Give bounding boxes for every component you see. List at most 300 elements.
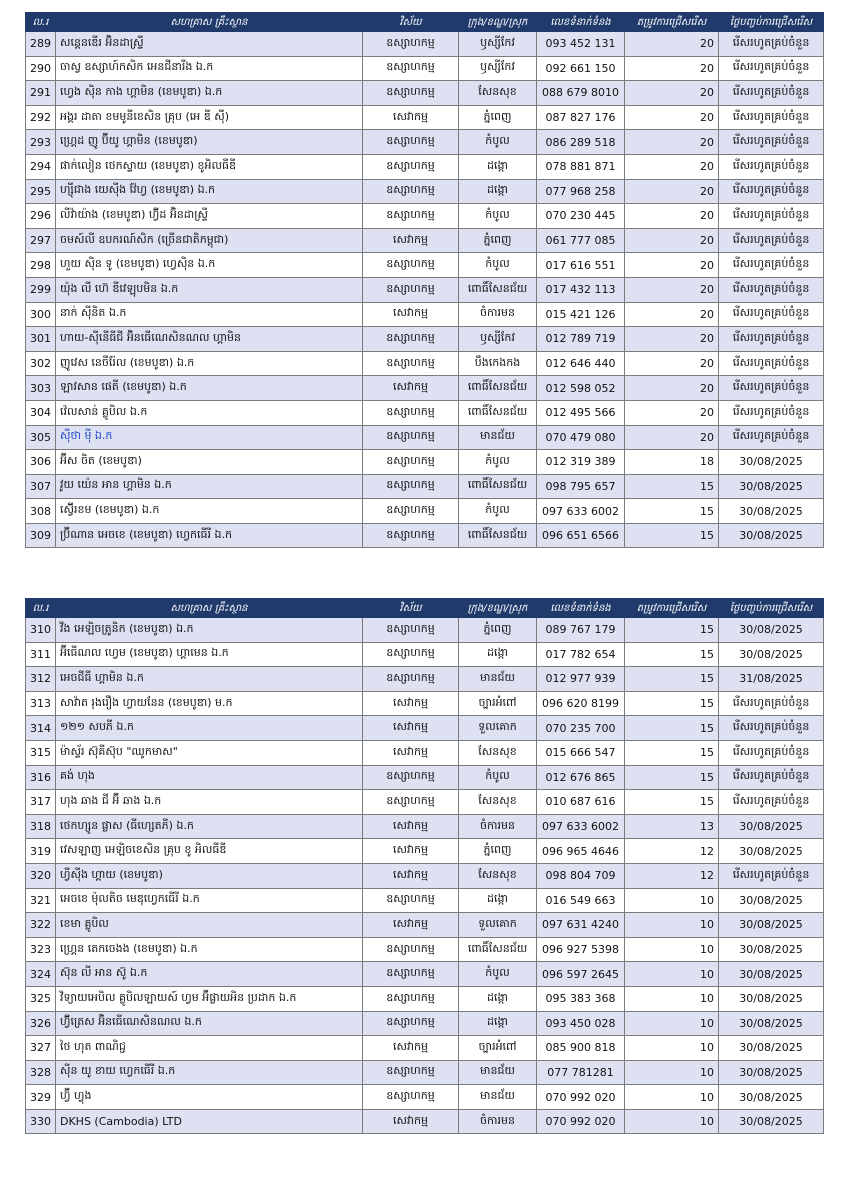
deadline-cell: រើសរហូតគ្រប់ចំនួន — [719, 790, 824, 815]
phone-cell: 012 977 939 — [537, 667, 625, 692]
deadline-cell: រើសរហូតគ្រប់ចំនួន — [719, 425, 824, 450]
phone-cell: 097 633 6002 — [537, 814, 625, 839]
table-row — [26, 691, 824, 716]
header-sector: វិស័យ — [363, 599, 459, 618]
location-cell: មានជ័យ — [459, 425, 537, 450]
table-row — [26, 450, 824, 475]
row-number: 303 — [26, 376, 56, 401]
table-row — [26, 253, 824, 278]
positions-cell: 20 — [625, 56, 719, 81]
table-row — [26, 351, 824, 376]
row-number: 292 — [26, 105, 56, 130]
header-positions: តម្រូវការជ្រើសរើស — [625, 13, 719, 32]
header-company: សហគ្រាស គ្រឹះស្ថាន — [56, 13, 363, 32]
sector-cell: សេវាកម្ម — [363, 376, 459, 401]
company-name: ឡាវសាន ផេតី (ខេមបូឌា) ឯ.ក — [56, 376, 363, 401]
sector-cell: ឧស្សាហកម្ម — [363, 56, 459, 81]
table-row — [26, 32, 824, 57]
deadline-cell: រើសរហូតគ្រប់ចំនួន — [719, 179, 824, 204]
deadline-cell: រើសរហូតគ្រប់ចំនួន — [719, 376, 824, 401]
location-cell: ដង្កោ — [459, 642, 537, 667]
job-table-1 — [25, 12, 824, 548]
deadline-cell: 30/08/2025 — [719, 937, 824, 962]
positions-cell: 20 — [625, 32, 719, 57]
phone-cell: 096 965 4646 — [537, 839, 625, 864]
company-name: ផាក់លៀន ថេកស្ទាយ (ខេមបូឌា) ខូអិលធីឌី — [56, 154, 363, 179]
row-number: 315 — [26, 740, 56, 765]
company-name: ម៉ាស្ទ័រ ស៊ុគីស៊ុប "ឈូកមាស" — [56, 740, 363, 765]
deadline-cell: 30/08/2025 — [719, 474, 824, 499]
row-number: 304 — [26, 400, 56, 425]
deadline-cell: 31/08/2025 — [719, 667, 824, 692]
sector-cell: ឧស្សាហកម្ម — [363, 474, 459, 499]
sector-cell: ឧស្សាហកម្ម — [363, 154, 459, 179]
phone-cell: 012 646 440 — [537, 351, 625, 376]
location-cell: ដង្កោ — [459, 179, 537, 204]
phone-cell: 070 235 700 — [537, 716, 625, 741]
company-name: ញូវេស នេចឺរ៉ែល (ខេមបូឌា) ឯ.ក — [56, 351, 363, 376]
table-row — [26, 327, 824, 352]
deadline-cell: រើសរហូតគ្រប់ចំនួន — [719, 740, 824, 765]
location-cell: ឫស្សីកែវ — [459, 327, 537, 352]
deadline-cell: 30/08/2025 — [719, 986, 824, 1011]
row-number: 294 — [26, 154, 56, 179]
sector-cell: ឧស្សាហកម្ម — [363, 253, 459, 278]
positions-cell: 20 — [625, 253, 719, 278]
phone-cell: 092 661 150 — [537, 56, 625, 81]
deadline-cell: 30/08/2025 — [719, 642, 824, 667]
sector-cell: ឧស្សាហកម្ម — [363, 400, 459, 425]
phone-cell: 078 881 871 — [537, 154, 625, 179]
location-cell: កំបូល — [459, 450, 537, 475]
sector-cell: ឧស្សាហកម្ម — [363, 32, 459, 57]
row-number: 296 — [26, 204, 56, 229]
row-number: 329 — [26, 1085, 56, 1110]
positions-cell: 20 — [625, 351, 719, 376]
company-name: វូយ យ៉េន អាន ហ្គាមិន ឯ.ក — [56, 474, 363, 499]
row-number: 312 — [26, 667, 56, 692]
positions-cell: 20 — [625, 130, 719, 155]
company-name: ស៊ីន យូ ខាយ ហ្វេកធើរី ឯ.ក — [56, 1060, 363, 1085]
positions-cell: 20 — [625, 327, 719, 352]
deadline-cell: 30/08/2025 — [719, 839, 824, 864]
header-no: ល.រ — [26, 599, 56, 618]
phone-cell: 015 421 126 — [537, 302, 625, 327]
location-cell: ដង្កោ — [459, 888, 537, 913]
table-row — [26, 1109, 824, 1134]
table-row — [26, 642, 824, 667]
row-number: 289 — [26, 32, 56, 57]
phone-cell: 096 597 2645 — [537, 962, 625, 987]
table-row — [26, 765, 824, 790]
company-name: ហួយ ស៊ិន ទូ (ខេមបូឌា) ហ្វេស៊ិន ឯ.ក — [56, 253, 363, 278]
location-cell: កំបូល — [459, 204, 537, 229]
header-company: សហគ្រាស គ្រឹះស្ថាន — [56, 599, 363, 618]
sector-cell: សេវាកម្ម — [363, 716, 459, 741]
company-name: យ៉ុង លី ហ៊េ ឌីវេឡុបមិន ឯ.ក — [56, 277, 363, 302]
header-location: ក្រុង/ខណ្ឌ/ស្រុក — [459, 599, 537, 618]
company-name: នាក់ ស៊ីនិត ឯ.ក — [56, 302, 363, 327]
deadline-cell: 30/08/2025 — [719, 618, 824, 643]
sector-cell: សេវាកម្ម — [363, 839, 459, 864]
phone-cell: 096 927 5398 — [537, 937, 625, 962]
deadline-cell: 30/08/2025 — [719, 450, 824, 475]
row-number: 290 — [26, 56, 56, 81]
table-header-row — [26, 599, 824, 618]
table-row — [26, 814, 824, 839]
row-number: 323 — [26, 937, 56, 962]
sector-cell: ឧស្សាហកម្ម — [363, 986, 459, 1011]
table-row — [26, 130, 824, 155]
location-cell: ពោធិ៍សែនជ័យ — [459, 937, 537, 962]
table-row — [26, 474, 824, 499]
row-number: 301 — [26, 327, 56, 352]
row-number: 318 — [26, 814, 56, 839]
sector-cell: សេវាកម្ម — [363, 302, 459, 327]
deadline-cell: រើសរហូតគ្រប់ចំនួន — [719, 105, 824, 130]
company-name: ១២១ សបភី ឯ.ក — [56, 716, 363, 741]
phone-cell: 070 230 445 — [537, 204, 625, 229]
location-cell: ដង្កោ — [459, 154, 537, 179]
phone-cell: 093 452 131 — [537, 32, 625, 57]
sector-cell: សេវាកម្ម — [363, 105, 459, 130]
positions-cell: 15 — [625, 691, 719, 716]
phone-cell: 077 781281 — [537, 1060, 625, 1085]
table-row — [26, 790, 824, 815]
location-cell: មានជ័យ — [459, 667, 537, 692]
row-number: 311 — [26, 642, 56, 667]
table-row — [26, 839, 824, 864]
row-number: 317 — [26, 790, 56, 815]
sector-cell: ឧស្សាហកម្ម — [363, 1060, 459, 1085]
company-name: ថៃ ហុត ពាណិជ្ជ — [56, 1036, 363, 1061]
company-name: ចមស៍លី ឧបករណ៍សិក (ច្រើនជាតិកម្ពុជា) — [56, 228, 363, 253]
phone-cell: 097 633 6002 — [537, 499, 625, 524]
location-cell: ពោធិ៍សែនជ័យ — [459, 474, 537, 499]
row-number: 295 — [26, 179, 56, 204]
location-cell: កំបូល — [459, 499, 537, 524]
sector-cell: ឧស្សាហកម្ម — [363, 523, 459, 548]
positions-cell: 10 — [625, 1085, 719, 1110]
table-row — [26, 204, 824, 229]
table-row — [26, 81, 824, 106]
row-number: 322 — [26, 913, 56, 938]
sector-cell: ឧស្សាហកម្ម — [363, 765, 459, 790]
table-row — [26, 154, 824, 179]
company-name: អេចជីធី ហ្គាមិន ឯ.ក — [56, 667, 363, 692]
location-cell: ភ្នំពេញ — [459, 839, 537, 864]
positions-cell: 20 — [625, 400, 719, 425]
row-number: 319 — [26, 839, 56, 864]
positions-cell: 20 — [625, 154, 719, 179]
row-number: 291 — [26, 81, 56, 106]
phone-cell: 089 767 179 — [537, 618, 625, 643]
positions-cell: 13 — [625, 814, 719, 839]
positions-cell: 10 — [625, 1036, 719, 1061]
company-name: ហ្វីស៊ីង ហ្គាយ (ខេមបូឌា) — [56, 863, 363, 888]
deadline-cell: 30/08/2025 — [719, 962, 824, 987]
table-row — [26, 400, 824, 425]
positions-cell: 15 — [625, 667, 719, 692]
table-row — [26, 105, 824, 130]
company-name: សាវ៉ាត រុងរឿង ហ្វាយនែន (ខេមបូឌា) ម.ក — [56, 691, 363, 716]
table-row — [26, 523, 824, 548]
positions-cell: 20 — [625, 277, 719, 302]
location-cell: ភ្នំពេញ — [459, 228, 537, 253]
company-name: ខេមា គ្លូបិល — [56, 913, 363, 938]
positions-cell: 15 — [625, 790, 719, 815]
company-name: ប្រ៊ីណាន អេចខេ (ខេមបូឌា) ហ្វេកធើរី ឯ.ក — [56, 523, 363, 548]
sector-cell: ឧស្សាហកម្ម — [363, 790, 459, 815]
company-name: អ៊ីស ចិត (ខេមបូឌា) — [56, 450, 363, 475]
phone-cell: 096 620 8199 — [537, 691, 625, 716]
phone-cell: 061 777 085 — [537, 228, 625, 253]
positions-cell: 10 — [625, 1011, 719, 1036]
company-name: ហាយ-ស៊ីនើធីជី អ៊ិនធើណេសិនណល ហ្គាមិន — [56, 327, 363, 352]
positions-cell: 20 — [625, 105, 719, 130]
location-cell: ដង្កោ — [459, 986, 537, 1011]
table-row — [26, 962, 824, 987]
sector-cell: ឧស្សាហកម្ម — [363, 499, 459, 524]
positions-cell: 10 — [625, 962, 719, 987]
table-row — [26, 667, 824, 692]
phone-cell: 015 666 547 — [537, 740, 625, 765]
table-row — [26, 888, 824, 913]
phone-cell: 017 616 551 — [537, 253, 625, 278]
row-number: 308 — [26, 499, 56, 524]
positions-cell: 20 — [625, 302, 719, 327]
sector-cell: សេវាកម្ម — [363, 1109, 459, 1134]
sector-cell: ឧស្សាហកម្ម — [363, 277, 459, 302]
phone-cell: 017 432 113 — [537, 277, 625, 302]
deadline-cell: 30/08/2025 — [719, 1036, 824, 1061]
company-name: អេចខេ ម៉ុលតិច មេឌុហ្វេកធើរី ឯ.ក — [56, 888, 363, 913]
phone-cell: 012 495 566 — [537, 400, 625, 425]
table-header-row — [26, 13, 824, 32]
deadline-cell: 30/08/2025 — [719, 523, 824, 548]
phone-cell: 096 651 6566 — [537, 523, 625, 548]
positions-cell: 15 — [625, 618, 719, 643]
deadline-cell: រើសរហូតគ្រប់ចំនួន — [719, 765, 824, 790]
header-phone: លេខទំនាក់ទំនង — [537, 13, 625, 32]
table-row — [26, 56, 824, 81]
company-name: DKHS (Cambodia) LTD — [56, 1109, 363, 1134]
phone-cell: 086 289 518 — [537, 130, 625, 155]
location-cell: ដង្កោ — [459, 1011, 537, 1036]
phone-cell: 098 795 657 — [537, 474, 625, 499]
location-cell: ចំការមន — [459, 302, 537, 327]
location-cell: សែនសុខ — [459, 740, 537, 765]
phone-cell: 088 679 8010 — [537, 81, 625, 106]
location-cell: កំបូល — [459, 765, 537, 790]
deadline-cell: រើសរហូតគ្រប់ចំនួន — [719, 302, 824, 327]
sector-cell: ឧស្សាហកម្ម — [363, 130, 459, 155]
row-number: 307 — [26, 474, 56, 499]
table-row — [26, 1036, 824, 1061]
deadline-cell: រើសរហូតគ្រប់ចំនួន — [719, 327, 824, 352]
deadline-cell: 30/08/2025 — [719, 814, 824, 839]
positions-cell: 15 — [625, 765, 719, 790]
deadline-cell: រើសរហូតគ្រប់ចំនួន — [719, 154, 824, 179]
deadline-cell: រើសរហូតគ្រប់ចំនួន — [719, 277, 824, 302]
header-location: ក្រុង/ខណ្ឌ/ស្រុក — [459, 13, 537, 32]
deadline-cell: 30/08/2025 — [719, 1109, 824, 1134]
sector-cell: ឧស្សាហកម្ម — [363, 179, 459, 204]
company-name: វិទ្យាយអេបិល គ្លូបិលឡាយស៍ ហ្វម អ៊ីផ្លាយអិន ប្រដាក ឯ.ក — [56, 986, 363, 1011]
deadline-cell: 30/08/2025 — [719, 1085, 824, 1110]
company-name: ហ៊្វីត្រេស អ៊ិនធើណេសិនណល ឯ.ក — [56, 1011, 363, 1036]
company-name: ស៊ុន លី អាន ស៊ូ ឯ.ក — [56, 962, 363, 987]
sector-cell: ឧស្សាហកម្ម — [363, 888, 459, 913]
sector-cell: សេវាកម្ម — [363, 814, 459, 839]
row-number: 299 — [26, 277, 56, 302]
phone-cell: 012 789 719 — [537, 327, 625, 352]
positions-cell: 20 — [625, 228, 719, 253]
phone-cell: 093 450 028 — [537, 1011, 625, 1036]
job-table-2-body — [26, 618, 824, 1134]
positions-cell: 20 — [625, 204, 719, 229]
table-row — [26, 499, 824, 524]
company-name[interactable]: ស៊ីថា ម៉ី ឯ.ក — [56, 425, 363, 450]
location-cell: ទួលគោក — [459, 913, 537, 938]
row-number: 310 — [26, 618, 56, 643]
deadline-cell: 30/08/2025 — [719, 1060, 824, 1085]
table-row — [26, 618, 824, 643]
location-cell: ទួលគោក — [459, 716, 537, 741]
company-name: គង់ ហុង — [56, 765, 363, 790]
deadline-cell: 30/08/2025 — [719, 499, 824, 524]
sector-cell: ឧស្សាហកម្ម — [363, 618, 459, 643]
phone-cell: 087 827 176 — [537, 105, 625, 130]
positions-cell: 15 — [625, 716, 719, 741]
sector-cell: សេវាកម្ម — [363, 913, 459, 938]
deadline-cell: 30/08/2025 — [719, 1011, 824, 1036]
sector-cell: សេវាកម្ម — [363, 1036, 459, 1061]
positions-cell: 15 — [625, 499, 719, 524]
location-cell: កំបូល — [459, 253, 537, 278]
company-name: ហ្គ្រេដ ញូ ប៊ីយូ ហ្គាមិន (ខេមបូឌា) — [56, 130, 363, 155]
company-name: សន្តេនឌើរ អ៊ិនដាស្ទ្រី — [56, 32, 363, 57]
table-row — [26, 277, 824, 302]
sector-cell: ឧស្សាហកម្ម — [363, 450, 459, 475]
row-number: 316 — [26, 765, 56, 790]
location-cell: ចំការមន — [459, 814, 537, 839]
table-row — [26, 986, 824, 1011]
header-deadline: ថ្ងៃបញ្ចប់ការជ្រើសរើស — [719, 599, 824, 618]
header-sector: វិស័យ — [363, 13, 459, 32]
sector-cell: សេវាកម្ម — [363, 228, 459, 253]
job-table-1-body — [26, 32, 824, 548]
sector-cell: ឧស្សាហកម្ម — [363, 642, 459, 667]
location-cell: សែនសុខ — [459, 863, 537, 888]
location-cell: មានជ័យ — [459, 1085, 537, 1110]
sector-cell: សេវាកម្ម — [363, 740, 459, 765]
row-number: 302 — [26, 351, 56, 376]
table-row — [26, 425, 824, 450]
location-cell: ពោធិ៍សែនជ័យ — [459, 277, 537, 302]
deadline-cell: រើសរហូតគ្រប់ចំនួន — [719, 81, 824, 106]
company-name: ហ្វេង ស៊ិន កាង ហ្គាមិន (ខេមបូឌា) ឯ.ក — [56, 81, 363, 106]
table-row — [26, 1011, 824, 1036]
positions-cell: 20 — [625, 81, 719, 106]
location-cell: ពោធិ៍សែនជ័យ — [459, 376, 537, 401]
deadline-cell: រើសរហូតគ្រប់ចំនួន — [719, 56, 824, 81]
positions-cell: 10 — [625, 937, 719, 962]
phone-cell: 095 383 368 — [537, 986, 625, 1011]
table-row — [26, 1060, 824, 1085]
phone-cell: 012 676 865 — [537, 765, 625, 790]
positions-cell: 20 — [625, 376, 719, 401]
row-number: 325 — [26, 986, 56, 1011]
sector-cell: សេវាកម្ម — [363, 691, 459, 716]
positions-cell: 10 — [625, 986, 719, 1011]
positions-cell: 12 — [625, 839, 719, 864]
row-number: 320 — [26, 863, 56, 888]
phone-cell: 070 992 020 — [537, 1109, 625, 1134]
positions-cell: 10 — [625, 888, 719, 913]
location-cell: ពោធិ៍សែនជ័យ — [459, 523, 537, 548]
location-cell: សែនសុខ — [459, 790, 537, 815]
row-number: 324 — [26, 962, 56, 987]
phone-cell: 070 992 020 — [537, 1085, 625, 1110]
table-row — [26, 937, 824, 962]
positions-cell: 20 — [625, 425, 719, 450]
positions-cell: 10 — [625, 913, 719, 938]
location-cell: មានជ័យ — [459, 1060, 537, 1085]
sector-cell: ឧស្សាហកម្ម — [363, 81, 459, 106]
location-cell: ឫស្សីកែវ — [459, 56, 537, 81]
company-name: ចាស្វ ឧស្សាហ៍កសិក អេនជីនារីង ឯ.ក — [56, 56, 363, 81]
phone-cell: 085 900 818 — [537, 1036, 625, 1061]
deadline-cell: រើសរហូតគ្រប់ចំនួន — [719, 130, 824, 155]
deadline-cell: រើសរហូតគ្រប់ចំនួន — [719, 400, 824, 425]
positions-cell: 15 — [625, 523, 719, 548]
sector-cell: ឧស្សាហកម្ម — [363, 204, 459, 229]
deadline-cell: រើសរហូតគ្រប់ចំនួន — [719, 351, 824, 376]
sector-cell: ឧស្សាហកម្ម — [363, 937, 459, 962]
row-number: 321 — [26, 888, 56, 913]
sector-cell: ឧស្សាហកម្ម — [363, 327, 459, 352]
company-name: អង្គរ ដាតា ខមមូនីខេសិន គ្រុប (អេ ឌី ស៊ី) — [56, 105, 363, 130]
location-cell: ភ្នំពេញ — [459, 618, 537, 643]
table-row — [26, 1085, 824, 1110]
row-number: 298 — [26, 253, 56, 278]
header-positions: តម្រូវការជ្រើសរើស — [625, 599, 719, 618]
positions-cell: 18 — [625, 450, 719, 475]
row-number: 313 — [26, 691, 56, 716]
company-name: ថេកហ្សូន ផ្លាស (ធីហ្សេតភី) ឯ.ក — [56, 814, 363, 839]
phone-cell: 012 319 389 — [537, 450, 625, 475]
sector-cell: ឧស្សាហកម្ម — [363, 962, 459, 987]
positions-cell: 10 — [625, 1109, 719, 1134]
phone-cell: 017 782 654 — [537, 642, 625, 667]
table-row — [26, 913, 824, 938]
company-name: វីង អេឡិចត្រូនិក (ខេមបូឌា) ឯ.ក — [56, 618, 363, 643]
positions-cell: 10 — [625, 1060, 719, 1085]
deadline-cell: រើសរហូតគ្រប់ចំនួន — [719, 32, 824, 57]
sector-cell: ឧស្សាហកម្ម — [363, 351, 459, 376]
location-cell: ច្បារអំពៅ — [459, 1036, 537, 1061]
positions-cell: 15 — [625, 740, 719, 765]
phone-cell: 016 549 663 — [537, 888, 625, 913]
table-row — [26, 179, 824, 204]
company-name: ហ្គ្រេន តេកចេងង (ខេមបូឌា) ឯ.ក — [56, 937, 363, 962]
header-phone: លេខទំនាក់ទំនង — [537, 599, 625, 618]
company-name: ហ្ស៊ីជាង យេស៊ីង វ៉ែហ្វ (ខេមបូឌា) ឯ.ក — [56, 179, 363, 204]
job-table-2 — [25, 598, 824, 1134]
sector-cell: ឧស្សាហកម្ម — [363, 1011, 459, 1036]
location-cell: ពោធិ៍សែនជ័យ — [459, 400, 537, 425]
